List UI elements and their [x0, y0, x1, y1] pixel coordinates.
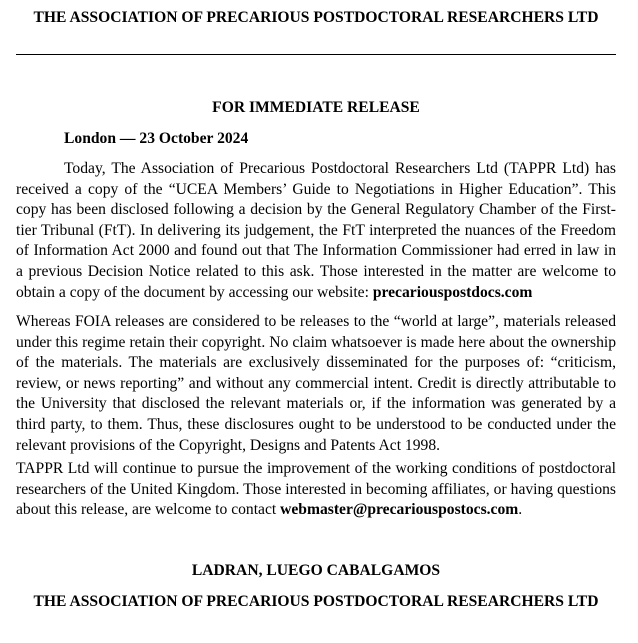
header-divider	[16, 54, 616, 55]
website-link[interactable]: precariouspostdocs.com	[372, 283, 533, 301]
signature-motto: LADRAN, LUEGO CABALGAMOS	[191, 562, 441, 579]
dateline: London — 23 October 2024	[64, 130, 249, 147]
paragraph-contact	[16, 459, 616, 521]
paragraph-copyright	[16, 312, 616, 456]
organization-header: THE ASSOCIATION OF PRECARIOUS POSTDOCTORAL RESEARCHERS LTD	[33, 9, 599, 26]
paragraph-announcement	[16, 159, 616, 303]
paragraph-copyright-text: Whereas FOIA releases are considered to be releases to the “world at large”, materials released under this regime retain their copyright. No claim whatsoever is made here about the ownership of the materials. The materials are exclusively disseminated for the purposes of: “criticism, review, or news reporting” and without any commercial intent. Credit is directly attributable to the University that disclosed the relevant materials or, if the information was generated by a third party, to them. Thus, these disclosures ought to be understood to be conducted under the relevant provisions of the Copyright, Designs and Patents Act 1998.	[16, 313, 616, 454]
contact-email-link[interactable]: webmaster@precariouspostocs.com	[280, 501, 519, 519]
paragraph-contact-text: TAPPR Ltd will continue to pursue the improvement of the working conditions of postdoctoral researchers of the United Kingdom. Those interested in becoming affiliates, or having questions about this release, are welcome to contact	[16, 460, 616, 519]
paragraph-contact-end: .	[518, 501, 523, 519]
organization-footer: THE ASSOCIATION OF PRECARIOUS POSTDOCTORAL RESEARCHERS LTD	[33, 593, 599, 610]
paragraph-announcement-text: Today, The Association of Precarious Postdoctoral Researchers Ltd (TAPPR Ltd) has received a copy of the “UCEA Members’ Guide to Negotiations in Higher Education”. This copy has been disclosed following a decision by the General Regulatory Chamber of the First-tier Tribunal (FtT). In delivering its judgement, the FtT interpreted the nuances of the Freedom of Information Act 2000 and found out that The Information Commissioner had erred in law in a previous Decision Notice related to this ask. Those interested in the matter are welcome to obtain a copy of the document by accessing our website:	[16, 160, 616, 301]
release-heading: FOR IMMEDIATE RELEASE	[212, 99, 420, 116]
